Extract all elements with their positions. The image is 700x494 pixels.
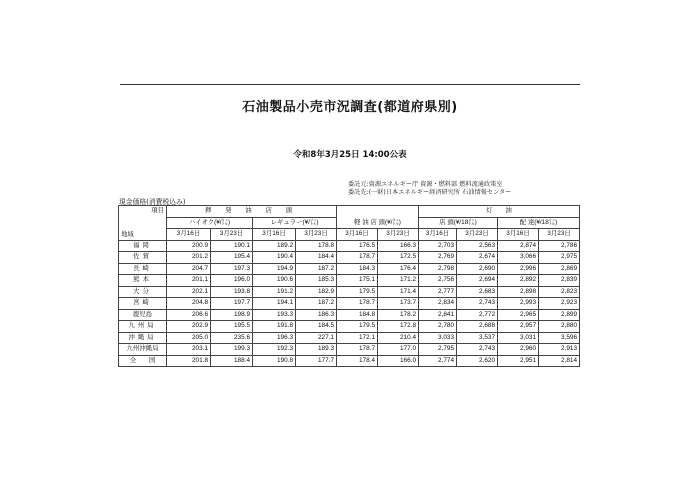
value-cell: 195.5 [211, 321, 253, 333]
value-cell: 173.7 [378, 298, 419, 310]
value-cell: 176.4 [378, 263, 419, 275]
value-cell: 193.3 [253, 309, 296, 321]
value-cell: 203.1 [167, 344, 211, 356]
value-cell: 2,777 [419, 286, 457, 298]
value-cell: 190.1 [211, 240, 253, 252]
value-cell: 2,874 [498, 240, 539, 252]
value-cell: 235.6 [211, 332, 253, 344]
value-cell: 184.4 [296, 252, 337, 264]
subgroup-regular: レギュラー(¥/㍑) [253, 217, 337, 229]
value-cell: 175.1 [337, 275, 378, 287]
value-cell: 187.2 [296, 263, 337, 275]
publish-date: 令和8年3月25日 14:00公表 [293, 150, 407, 160]
value-cell: 2,996 [498, 263, 539, 275]
group-gasoline: 揮 発 油 店 頭 [167, 206, 337, 218]
value-cell: 2,913 [539, 344, 580, 356]
value-cell: 3,537 [457, 332, 498, 344]
value-cell: 195.4 [211, 252, 253, 264]
value-cell: 206.6 [167, 309, 211, 321]
value-cell: 2,960 [498, 344, 539, 356]
value-cell: 178.7 [337, 298, 378, 310]
value-cell: 3,031 [498, 332, 539, 344]
subgroup-high-octane: ハイオク(¥/㍑) [167, 217, 253, 229]
value-cell: 2,923 [539, 298, 580, 310]
value-cell: 171.4 [378, 286, 419, 298]
table-row [119, 263, 580, 275]
value-cell: 2,898 [498, 286, 539, 298]
date-header: 3月16日 [419, 229, 457, 241]
value-cell: 166.0 [378, 355, 419, 367]
value-cell: 187.2 [296, 298, 337, 310]
value-cell: 197.3 [211, 263, 253, 275]
value-cell: 184.3 [337, 263, 378, 275]
value-cell: 177.0 [378, 344, 419, 356]
value-cell: 193.8 [211, 286, 253, 298]
value-cell: 190.6 [253, 275, 296, 287]
value-cell: 2,834 [419, 298, 457, 310]
value-cell: 186.3 [296, 309, 337, 321]
region-cell: 鹿児島 [119, 309, 167, 321]
group-kerosene: 灯 油 [419, 206, 580, 218]
value-cell: 2,774 [419, 355, 457, 367]
value-cell: 2,869 [539, 263, 580, 275]
table-row [119, 286, 580, 298]
value-cell: 185.3 [296, 275, 337, 287]
value-cell: 202.9 [167, 321, 211, 333]
value-cell: 178.7 [337, 344, 378, 356]
value-cell: 2,703 [419, 240, 457, 252]
value-cell: 2,620 [457, 355, 498, 367]
value-cell: 196.0 [211, 275, 253, 287]
value-cell: 2,798 [419, 263, 457, 275]
value-cell: 2,688 [457, 321, 498, 333]
region-cell: 大分 [119, 286, 167, 298]
value-cell: 2,841 [419, 309, 457, 321]
table-row-summary [119, 344, 580, 356]
value-cell: 2,795 [419, 344, 457, 356]
date-header: 3月23日 [457, 229, 498, 241]
table-row [119, 275, 580, 287]
region-cell: 沖縄局 [119, 332, 167, 344]
value-cell: 197.7 [211, 298, 253, 310]
price-table [118, 205, 580, 367]
value-cell: 189.2 [253, 240, 296, 252]
value-cell: 2,683 [457, 286, 498, 298]
value-cell: 166.3 [378, 240, 419, 252]
value-cell: 176.5 [337, 240, 378, 252]
value-cell: 3,596 [539, 332, 580, 344]
value-cell: 2,823 [539, 286, 580, 298]
date-header: 3月23日 [211, 229, 253, 241]
date-header: 3月23日 [378, 229, 419, 241]
value-cell: 2,892 [498, 275, 539, 287]
table-caption: 現金価格(消費税込み) [119, 198, 186, 206]
value-cell: 2,772 [457, 309, 498, 321]
value-cell: 2,880 [539, 321, 580, 333]
table-row [119, 298, 580, 310]
group-diesel: 軽 油 店 頭(¥/㍑) [337, 206, 419, 229]
value-cell: 201.2 [167, 252, 211, 264]
table-row-summary [119, 332, 580, 344]
value-cell: 196.3 [253, 332, 296, 344]
value-cell: 190.8 [253, 355, 296, 367]
value-cell: 179.5 [337, 321, 378, 333]
value-cell: 172.1 [337, 332, 378, 344]
value-cell: 2,756 [419, 275, 457, 287]
value-cell: 3,033 [419, 332, 457, 344]
value-cell: 2,975 [539, 252, 580, 264]
value-cell: 188.4 [211, 355, 253, 367]
value-cell: 191.2 [253, 286, 296, 298]
value-cell: 172.5 [378, 252, 419, 264]
value-cell: 198.9 [211, 309, 253, 321]
subgroup-kerosene-delivery: 配 達(¥/18㍑) [498, 217, 580, 229]
value-cell: 172.8 [378, 321, 419, 333]
value-cell: 2,674 [457, 252, 498, 264]
page-title: 石油製品小売市況調査(都道府県別) [242, 100, 458, 115]
value-cell: 200.9 [167, 240, 211, 252]
value-cell: 178.4 [337, 355, 378, 367]
value-cell: 2,786 [539, 240, 580, 252]
commissioner-text: 委託元:資源エネルギー庁 資源・燃料部 燃料流通政策室 [348, 181, 503, 188]
value-cell: 177.7 [296, 355, 337, 367]
header-row-groups [119, 206, 580, 218]
value-cell: 194.1 [253, 298, 296, 310]
header-rule [120, 84, 580, 85]
region-cell: 長崎 [119, 263, 167, 275]
value-cell: 178.7 [337, 252, 378, 264]
value-cell: 204.7 [167, 263, 211, 275]
value-cell: 178.2 [378, 309, 419, 321]
value-cell: 192.3 [253, 344, 296, 356]
value-cell: 184.5 [296, 321, 337, 333]
value-cell: 191.8 [253, 321, 296, 333]
table-row-national [119, 355, 580, 367]
date-header: 3月16日 [253, 229, 296, 241]
header-row-dates [119, 229, 580, 241]
value-cell: 189.3 [296, 344, 337, 356]
value-cell: 201.8 [167, 355, 211, 367]
value-cell: 171.2 [378, 275, 419, 287]
value-cell: 205.0 [167, 332, 211, 344]
value-cell: 2,814 [539, 355, 580, 367]
region-cell: 佐賀 [119, 252, 167, 264]
table-row [119, 309, 580, 321]
corner-region-label: 地域 [119, 229, 167, 241]
value-cell: 2,769 [419, 252, 457, 264]
value-cell: 2,839 [539, 275, 580, 287]
value-cell: 2,899 [539, 309, 580, 321]
credits [348, 181, 511, 197]
value-cell: 2,743 [457, 298, 498, 310]
value-cell: 182.9 [296, 286, 337, 298]
table-row-summary [119, 321, 580, 333]
region-cell: 福岡 [119, 240, 167, 252]
date-header: 3月16日 [337, 229, 378, 241]
table-row [119, 240, 580, 252]
value-cell: 194.9 [253, 263, 296, 275]
value-cell: 2,563 [457, 240, 498, 252]
region-cell: 全 国 [119, 355, 167, 367]
value-cell: 210.4 [378, 332, 419, 344]
value-cell: 2,690 [457, 263, 498, 275]
contractor-text: 委託先:(一財)日本エネルギー経済研究所 石油情報センター [348, 189, 512, 196]
region-cell: 九州沖縄局 [119, 344, 167, 356]
region-cell: 九州局 [119, 321, 167, 333]
subgroup-kerosene-store: 店 頭(¥/18㍑) [419, 217, 498, 229]
value-cell: 184.8 [337, 309, 378, 321]
value-cell: 202.1 [167, 286, 211, 298]
value-cell: 2,780 [419, 321, 457, 333]
table-row [119, 252, 580, 264]
corner-item-label: 項目 [119, 206, 167, 229]
value-cell: 199.3 [211, 344, 253, 356]
value-cell: 178.8 [296, 240, 337, 252]
date-header: 3月23日 [296, 229, 337, 241]
value-cell: 204.8 [167, 298, 211, 310]
date-header: 3月23日 [539, 229, 580, 241]
value-cell: 179.5 [337, 286, 378, 298]
region-cell: 熊本 [119, 275, 167, 287]
value-cell: 2,993 [498, 298, 539, 310]
value-cell: 2,965 [498, 309, 539, 321]
value-cell: 2,951 [498, 355, 539, 367]
value-cell: 201.1 [167, 275, 211, 287]
date-header: 3月16日 [498, 229, 539, 241]
value-cell: 3,066 [498, 252, 539, 264]
value-cell: 2,694 [457, 275, 498, 287]
date-header: 3月16日 [167, 229, 211, 241]
region-cell: 宮崎 [119, 298, 167, 310]
value-cell: 2,743 [457, 344, 498, 356]
value-cell: 227.1 [296, 332, 337, 344]
value-cell: 2,957 [498, 321, 539, 333]
value-cell: 190.4 [253, 252, 296, 264]
